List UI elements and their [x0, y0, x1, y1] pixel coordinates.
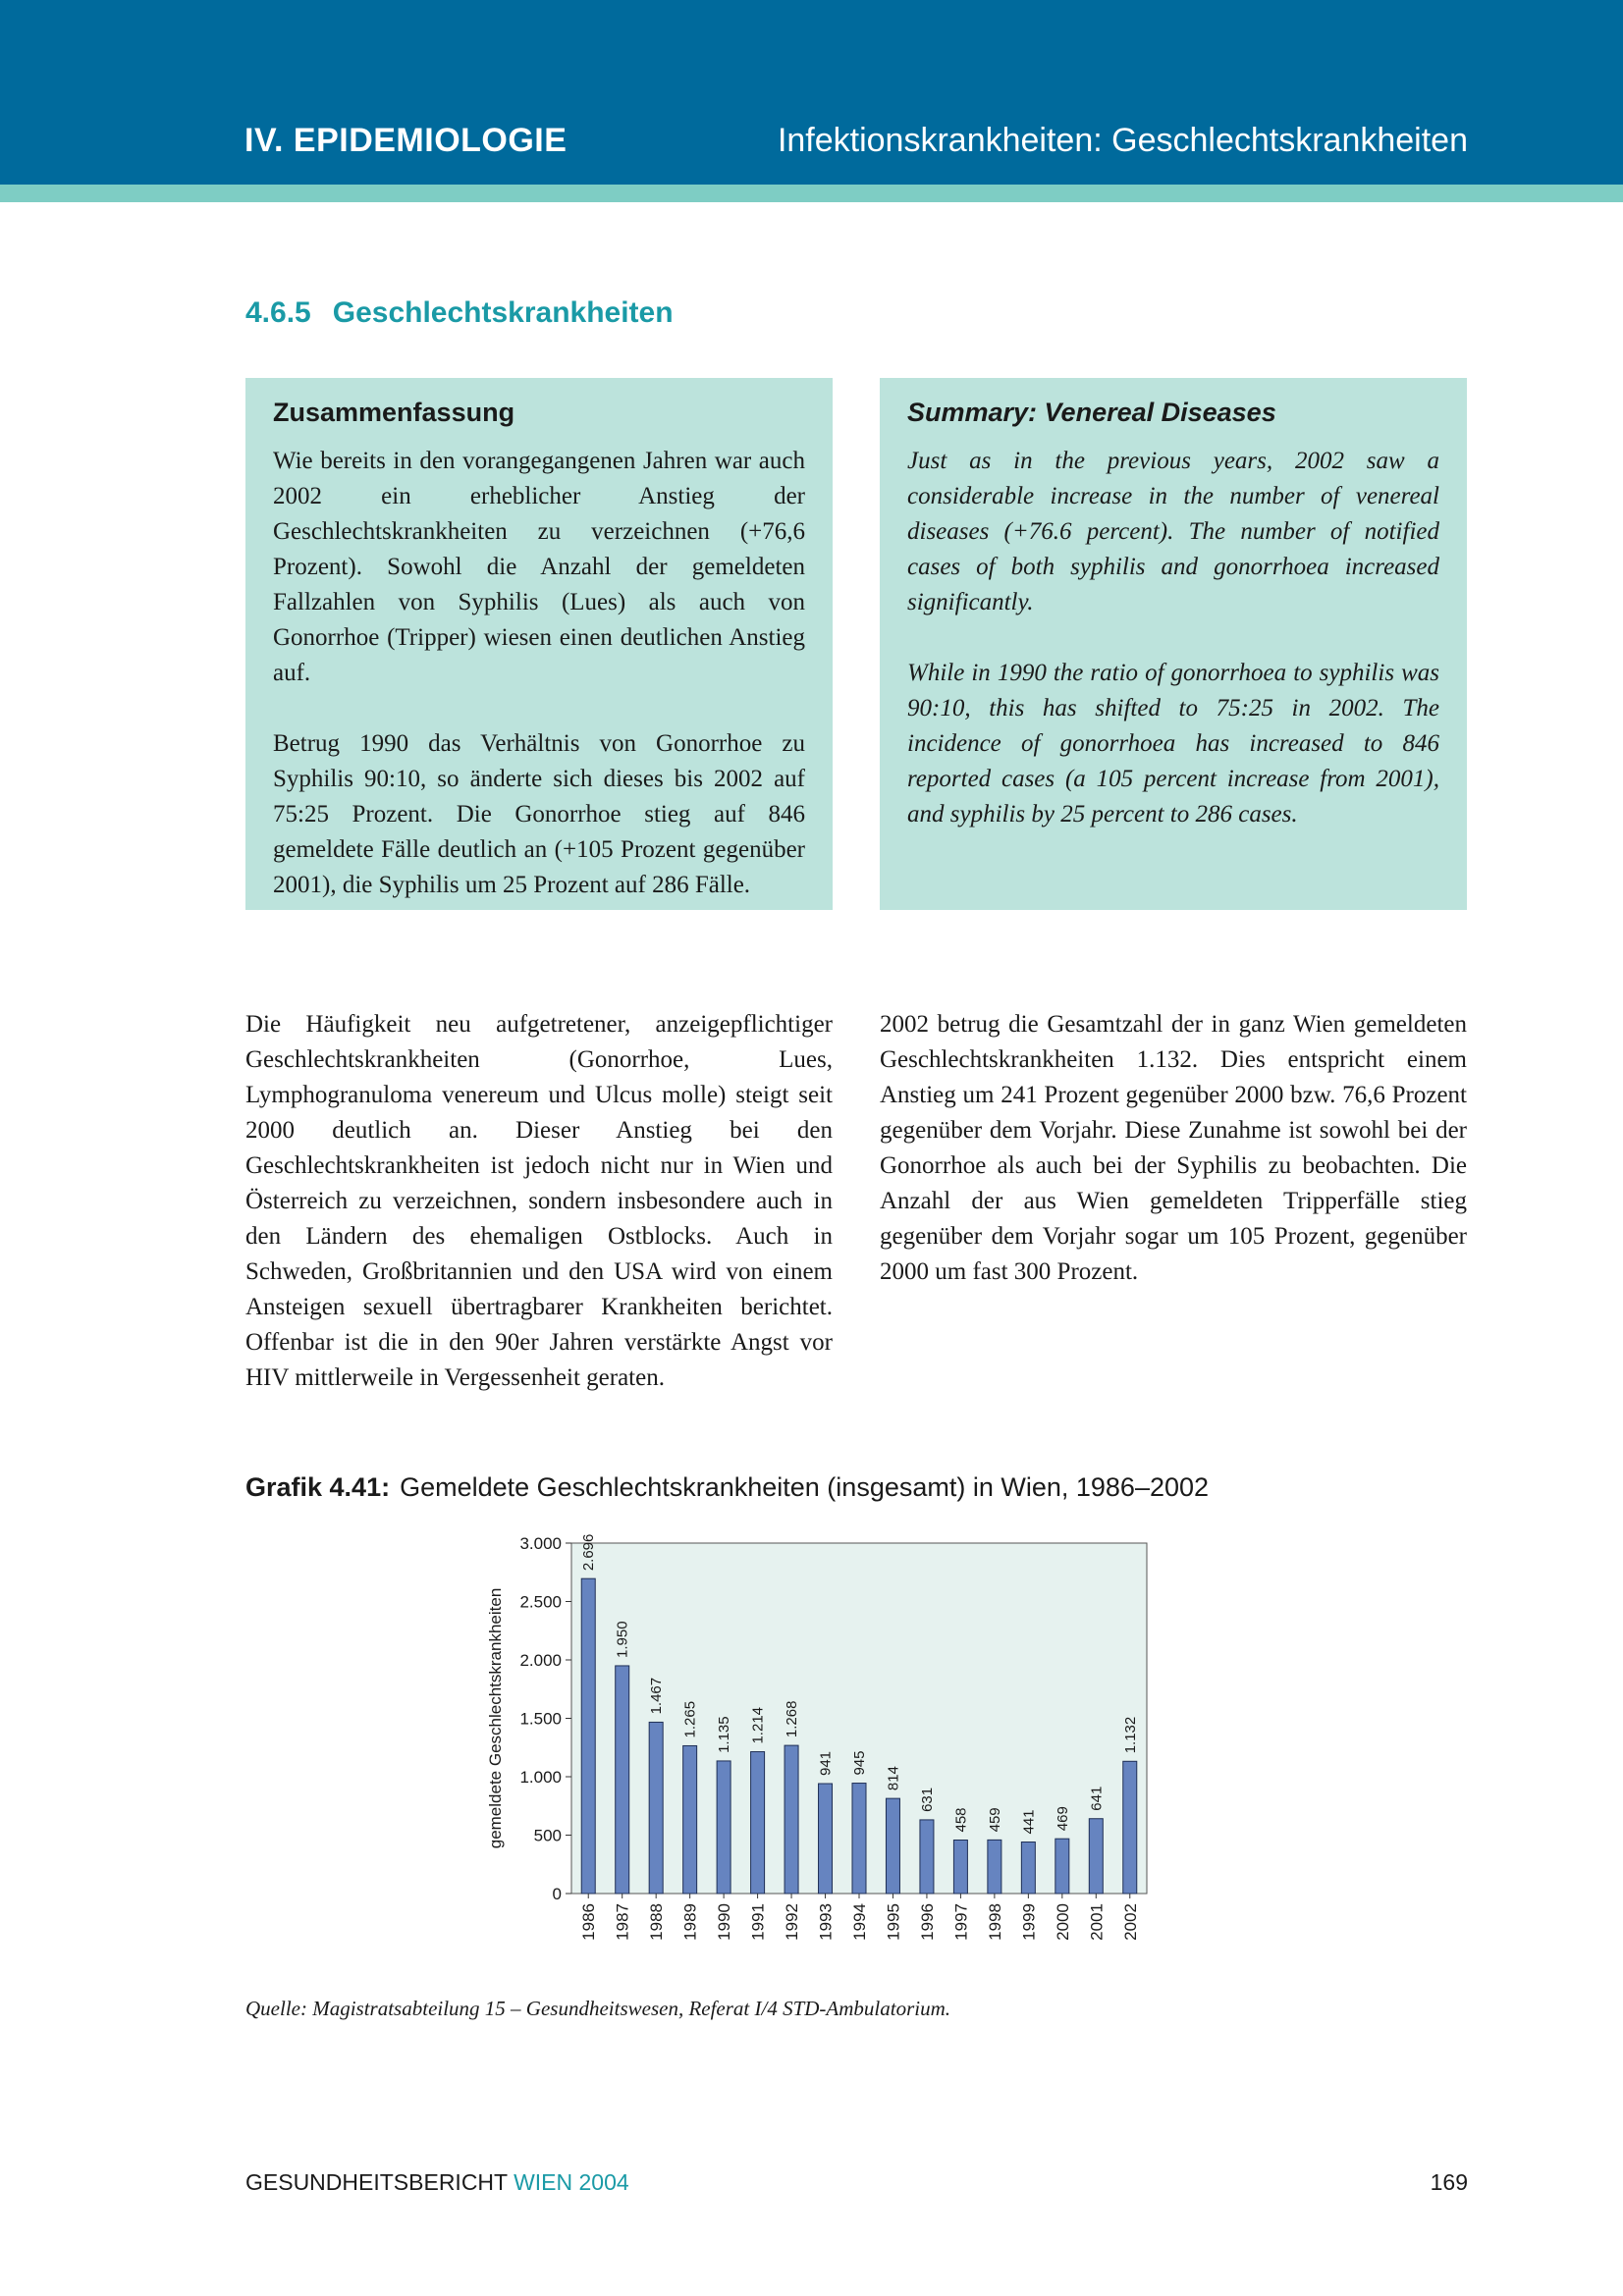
bar [953, 1840, 967, 1894]
x-tick-label: 2002 [1120, 1903, 1140, 1941]
bar [784, 1745, 798, 1894]
bar [649, 1722, 663, 1894]
bar [852, 1784, 866, 1894]
bar [717, 1761, 730, 1894]
bar-value-label: 1.132 [1121, 1716, 1139, 1754]
bar [1123, 1761, 1137, 1894]
bar [1055, 1839, 1069, 1894]
y-axis [519, 1534, 571, 1903]
bar-value-label: 631 [918, 1787, 936, 1812]
x-axis [579, 1894, 1140, 1941]
bar-value-label: 641 [1088, 1786, 1106, 1811]
bar-value-label: 441 [1020, 1809, 1038, 1835]
footer-publication-name: GESUNDHEITSBERICHT [245, 2169, 508, 2195]
bar [988, 1840, 1001, 1894]
chapter-title: IV. EPIDEMIOLOGIE [244, 122, 568, 159]
bar-value-label: 945 [851, 1750, 868, 1776]
summary-box-german [245, 378, 833, 910]
y-tick-label: 2.500 [519, 1592, 562, 1612]
bar [1021, 1842, 1035, 1894]
y-tick-label: 500 [533, 1826, 562, 1845]
page-number: 169 [1430, 2169, 1468, 2195]
x-tick-label: 1993 [816, 1903, 836, 1941]
bar-value-label: 1.214 [749, 1706, 767, 1744]
chart-caption [245, 1472, 1209, 1503]
chart-caption-text: Gemeldete Geschlechtskrankheiten (insgesamt) in Wien, 1986–2002 [400, 1472, 1210, 1502]
bar [683, 1745, 697, 1894]
x-tick-label: 2001 [1087, 1903, 1107, 1941]
bar [751, 1752, 765, 1894]
summary-box-english [880, 378, 1467, 910]
x-tick-label: 1999 [1019, 1903, 1039, 1941]
bar [819, 1784, 833, 1894]
bar-chart [461, 1522, 1168, 1953]
bar [920, 1820, 934, 1894]
x-tick-label: 1990 [715, 1903, 734, 1941]
bar-value-label: 458 [952, 1807, 970, 1833]
footer-publication [245, 2169, 629, 2196]
x-tick-label: 1987 [613, 1903, 632, 1941]
y-tick-label: 1.500 [519, 1709, 562, 1729]
x-tick-label: 1988 [647, 1903, 667, 1941]
x-tick-label: 1996 [917, 1903, 937, 1941]
summary-german-title: Zusammenfassung [273, 398, 515, 427]
chart-caption-label: Grafik 4.41: [245, 1472, 391, 1502]
bar [886, 1798, 899, 1894]
bar-value-label: 941 [817, 1750, 835, 1777]
x-tick-label: 1991 [748, 1903, 768, 1941]
body-column-right [880, 1007, 1467, 1290]
footer-publication-edition: WIEN 2004 [514, 2169, 629, 2195]
bar [1089, 1819, 1103, 1894]
bar-value-label: 1.135 [716, 1716, 733, 1753]
x-tick-label: 1994 [850, 1903, 869, 1941]
source-note: Quelle: Magistratsabteilung 15 – Gesundheitswesen, Referat I/4 STD-Ambulatorium. [245, 1997, 951, 2020]
body-paragraph: Die Häufigkeit neu aufgetretener, anzeigepflichtiger Geschlechtskrankheiten (Gonorrhoe, Lues, Lymphogranuloma venereum und Ulcus molle) steigt seit 2000 deutlich an. Dieser Anstieg bei den Geschlechtskrankheiten ist jedoch nicht nur in Wien und Österreich zu verzeichnen, sondern insbesondere auch in den Ländern des ehemaligen Ostblocks. Auch in Schweden, Großbritannien und den USA wird von einem Ansteigen sexuell übertragbarer Krankheiten berichtet. Offenbar ist die in den 90er Jahren verstärkte Angst vor HIV mittlerweile in Vergessenheit geraten. [245, 1011, 833, 1391]
header-stripe [0, 185, 1623, 202]
section-number: 4.6.5 [245, 296, 311, 329]
x-tick-label: 1998 [985, 1903, 1004, 1941]
bar-value-label: 1.265 [681, 1700, 699, 1738]
bar-value-label: 459 [986, 1807, 1003, 1833]
y-axis-title: gemeldete Geschlechtskrankheiten [486, 1587, 505, 1849]
body-column-left [245, 1007, 833, 1396]
body-paragraph: 2002 betrug die Gesamtzahl der in ganz Wien gemeldeten Geschlechtskrankheiten 1.132. Dies entspricht einem Anstieg um 241 Prozent gegenüber 2000 bzw. 76,6 Prozent gegenüber dem Vorjahr. Diese Zunahme ist sowohl bei der Gonorrhoe als auch bei der Syphilis zu beobachten. Die Anzahl der aus Wien gemeldeten Tripperfälle stieg gegenüber dem Vorjahr sogar um 105 Prozent, gegenüber 2000 um fast 300 Prozent. [880, 1011, 1467, 1285]
bar-value-label: 1.268 [784, 1700, 801, 1738]
y-tick-label: 2.000 [519, 1651, 562, 1670]
summary-german-paragraph: Wie bereits in den vorangegangenen Jahren war auch 2002 ein erheblicher Anstieg der Geschlechtskrankheiten zu verzeichnen (+76,6 Prozent). Sowohl die Anzahl der gemeldeten Fallzahlen von Syphilis (Lues) als auch von Gonorrhoe (Tripper) wiesen einen deutlichen Anstieg auf. [273, 448, 805, 686]
section-title: Geschlechtskrankheiten [332, 296, 674, 329]
x-tick-label: 2000 [1053, 1903, 1072, 1941]
bar-value-label: 1.950 [614, 1621, 631, 1658]
summary-english-paragraph: While in 1990 the ratio of gonorrhoea to syphilis was 90:10, this has shifted to 75:25 in 2002. The incidence of gonorrhoea has increased to 846 reported cases (a 105 percent increase from 2001), and syphilis by 25 percent to 286 cases. [907, 660, 1439, 828]
x-tick-label: 1986 [579, 1903, 599, 1941]
bar-value-label: 2.696 [580, 1533, 598, 1572]
summary-english-paragraph: Just as in the previous years, 2002 saw a considerable increase in the number of venereal diseases (+76.6 percent). The number of notified cases of both syphilis and gonorrhoea increased significantly. [907, 448, 1439, 615]
summary-english-title: Summary: Venereal Diseases [907, 398, 1276, 427]
bar-value-label: 814 [885, 1766, 902, 1791]
bar-value-label: 1.467 [648, 1677, 666, 1715]
y-tick-label: 1.000 [519, 1768, 562, 1787]
section-heading [245, 296, 674, 330]
x-tick-label: 1997 [951, 1903, 971, 1941]
bar [616, 1666, 629, 1894]
y-tick-label: 3.000 [519, 1534, 562, 1553]
chapter-topic: Infektionskrankheiten: Geschlechtskrankheiten [777, 122, 1468, 159]
y-tick-label: 0 [552, 1885, 562, 1903]
x-tick-label: 1992 [783, 1903, 802, 1941]
x-tick-label: 1989 [680, 1903, 700, 1941]
bar [581, 1578, 595, 1894]
bar-value-label: 469 [1054, 1806, 1071, 1832]
x-tick-label: 1995 [884, 1903, 903, 1941]
summary-german-paragraph: Betrug 1990 das Verhältnis von Gonorrhoe zu Syphilis 90:10, so änderte sich dieses bis 2002 auf 75:25 Prozent. Die Gonorrhoe stieg auf 846 gemeldete Fälle deutlich an (+105 Prozent gegenüber 2001), die Syphilis um 25 Prozent auf 286 Fälle. [273, 730, 805, 898]
